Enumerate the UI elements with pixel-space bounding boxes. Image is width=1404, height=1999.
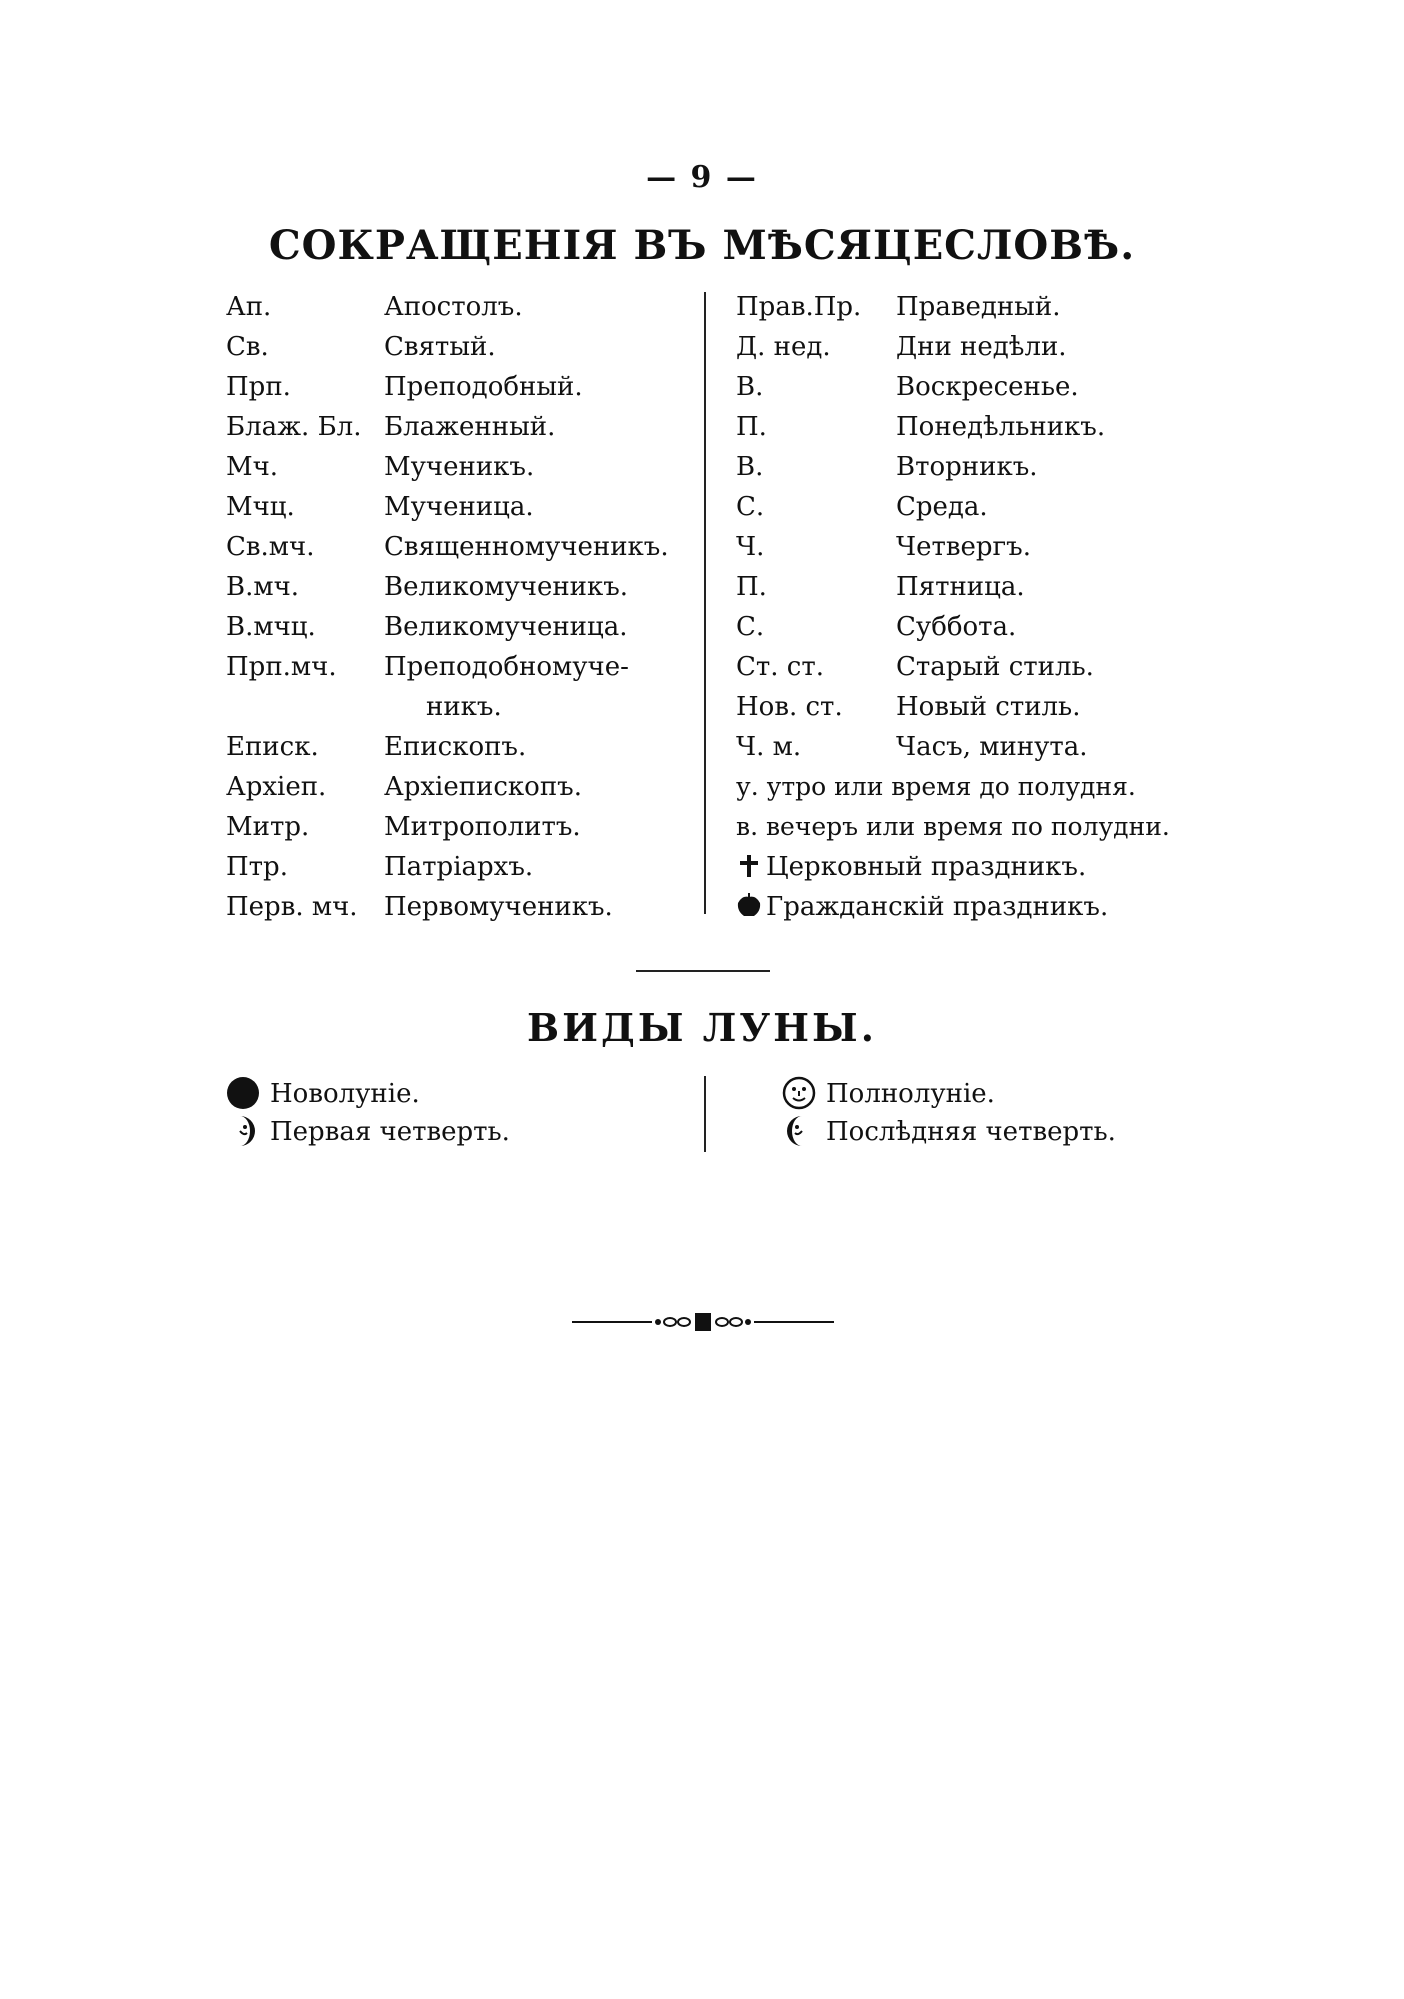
meaning: Дни недѣли. [896,332,1067,362]
abbreviation: П. [736,412,767,442]
meaning: Понедѣльникъ. [896,412,1106,442]
abbreviation: В. [736,452,764,482]
meaning: Суббота. [896,612,1017,642]
meaning: Великомученица. [384,612,628,642]
cross-icon [736,853,762,879]
ornament-divider [572,1310,834,1334]
meaning: Преподобномуче- [384,652,629,682]
last-quarter-icon [782,1114,816,1148]
meaning: никъ. [426,692,502,722]
meaning: Среда. [896,492,988,522]
abbreviation: Митр. [226,812,310,842]
meaning: Мученица. [384,492,534,522]
abbreviation: С. [736,612,765,642]
moon-phase-label: Первая четверть. [270,1117,510,1147]
abbreviation: Ст. ст. [736,652,825,682]
meaning: Вторникъ. [896,452,1038,482]
page-number: — 9 — [646,160,758,195]
section-divider [636,970,770,972]
meaning: Старый стиль. [896,652,1094,682]
abbreviation: Птр. [226,852,288,882]
meaning: Патріархъ. [384,852,534,882]
moon-phase-label: Полнолуніе. [826,1079,995,1109]
abbreviation: Св.мч. [226,532,315,562]
meaning: Праведный. [896,292,1061,322]
crown-icon [736,893,762,919]
moon-phase-label: Новолуніе. [270,1079,420,1109]
list-item [782,1076,995,1110]
meaning: Великомученикъ. [384,572,629,602]
abbreviation: Д. нед. [736,332,831,362]
abbreviation: Мч. [226,452,279,482]
meaning: Часъ, минута. [896,732,1088,762]
note-morning: у. утро или время до полудня. [736,772,1136,801]
meaning: Преподобный. [384,372,583,402]
abbreviation: Ч. [736,532,765,562]
meaning: Четвергъ. [896,532,1031,562]
meaning: Первомученикъ. [384,892,613,922]
new-moon-icon [226,1076,260,1110]
meaning: Епископъ. [384,732,527,762]
note-evening: в. вечеръ или время по полудни. [736,812,1170,841]
first-quarter-icon [226,1114,260,1148]
abbreviation: Архіеп. [226,772,327,802]
abbreviation: П. [736,572,767,602]
abbreviation: В. [736,372,764,402]
meaning: Новый стиль. [896,692,1081,722]
full-moon-icon [782,1076,816,1110]
abbreviation: В.мчц. [226,612,316,642]
meaning: Святый. [384,332,496,362]
meaning: Священномученикъ. [384,532,669,562]
church-holiday-label: Церковный праздникъ. [766,852,1087,882]
abbreviation: Прав.Пр. [736,292,862,322]
abbreviation: Нов. ст. [736,692,843,722]
list-item [226,1076,420,1110]
abbreviation: С. [736,492,765,522]
abbreviation: Мчц. [226,492,295,522]
list-item [226,1114,510,1148]
abbreviation: Прп. [226,372,291,402]
list-item [782,1114,1116,1148]
abbreviation: Ч. м. [736,732,802,762]
abbreviation: Св. [226,332,269,362]
meaning: Митрополитъ. [384,812,581,842]
abbreviation: В.мч. [226,572,300,602]
list-item [736,892,1108,922]
list-item [736,852,1086,882]
page-title: СОКРАЩЕНІЯ ВЪ МѢСЯЦЕСЛОВѢ. [268,222,1136,269]
abbreviation: Прп.мч. [226,652,337,682]
meaning: Архіепископъ. [384,772,582,802]
moon-phase-label: Послѣдняя четверть. [826,1117,1116,1147]
abbreviation: Блаж. Бл. [226,412,362,442]
civil-holiday-label: Гражданскій праздникъ. [766,892,1109,922]
meaning: Воскресенье. [896,372,1079,402]
meaning: Апостолъ. [384,292,523,322]
abbreviation: Ап. [226,292,272,322]
abbreviation: Перв. мч. [226,892,358,922]
column-divider [704,292,706,914]
moon-column-divider [704,1076,706,1152]
meaning: Мученикъ. [384,452,535,482]
moon-section-title: ВИДЫ ЛУНЫ. [527,1005,877,1050]
meaning: Блаженный. [384,412,556,442]
meaning: Пятница. [896,572,1025,602]
abbreviation: Еписк. [226,732,319,762]
